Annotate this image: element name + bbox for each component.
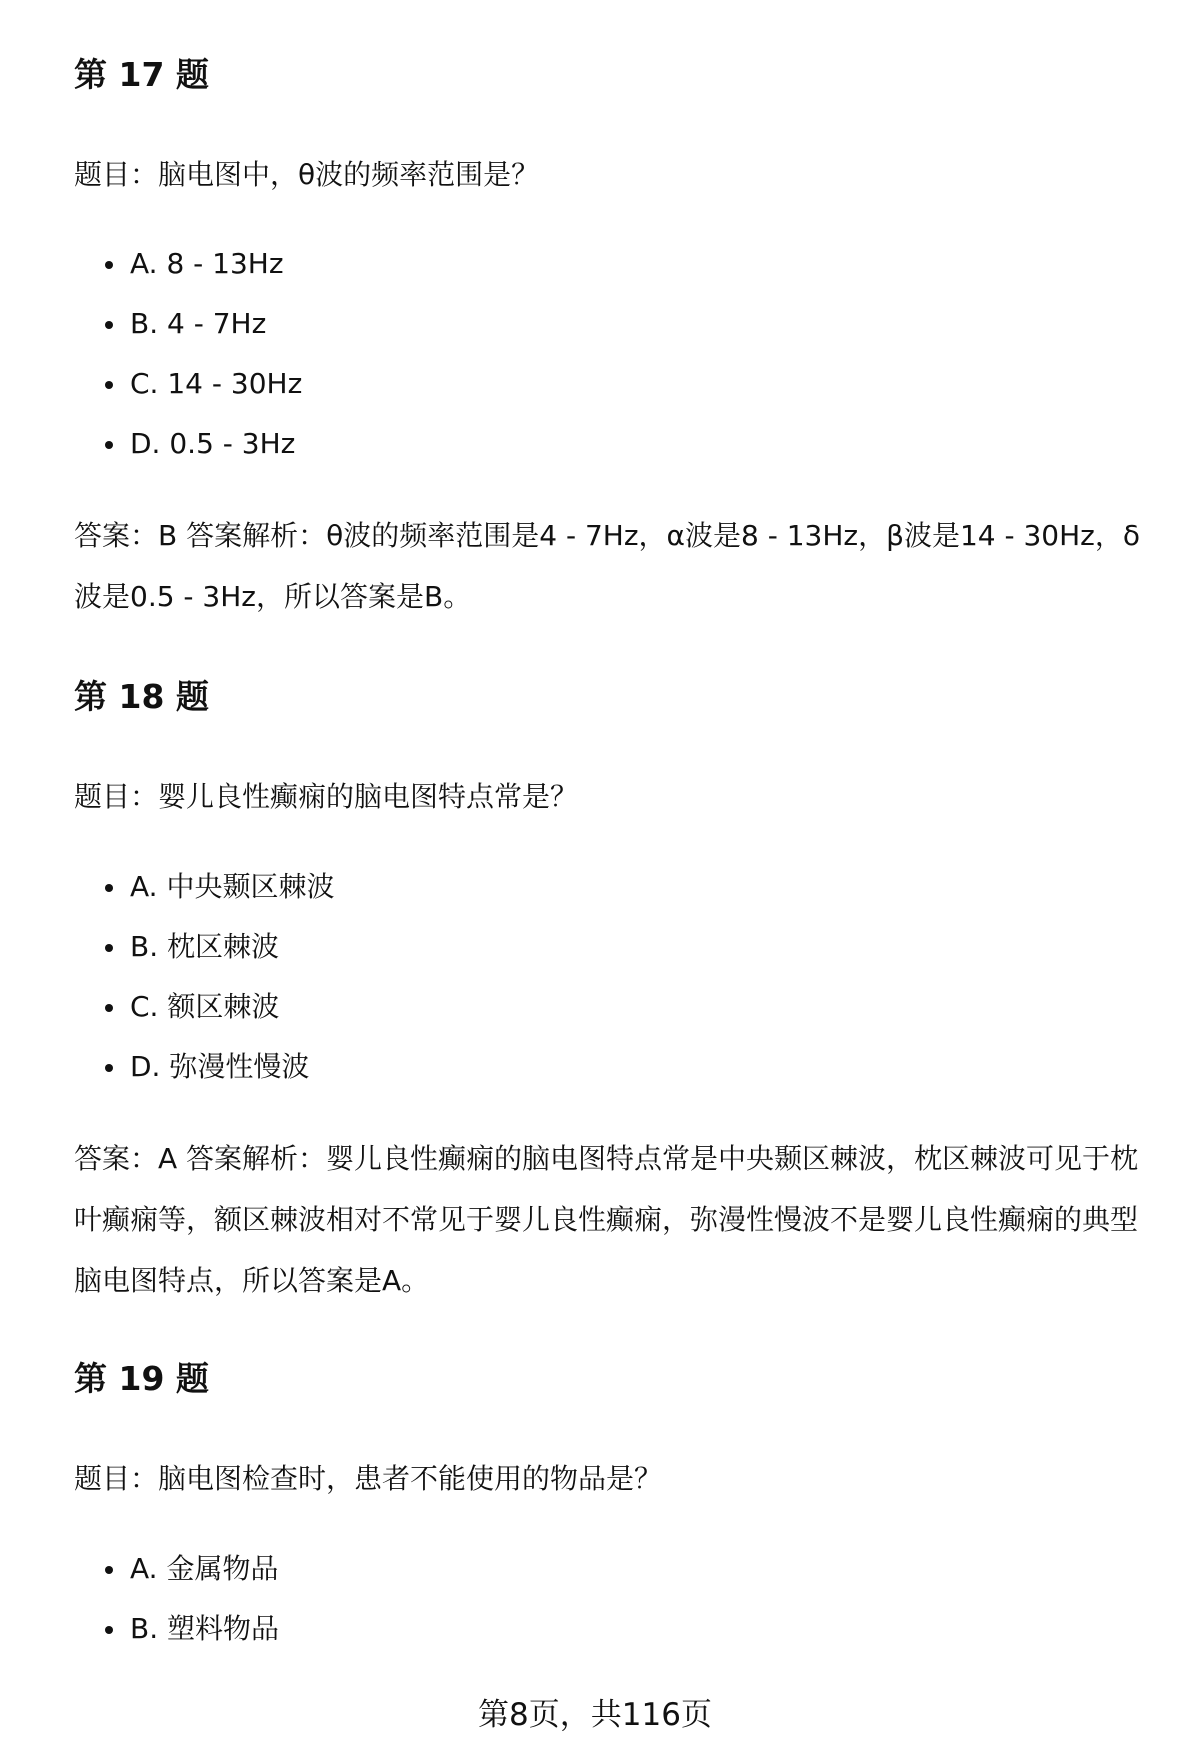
question-heading: 第 18 题: [74, 677, 209, 716]
question-prompt: 题目：婴儿良性癫痫的脑电图特点常是？: [74, 780, 579, 813]
question-prompt: 题目：脑电图中，θ波的频率范围是？: [74, 158, 540, 191]
option-item: D. 弥漫性慢波: [74, 1037, 334, 1097]
option-item: A. 金属物品: [74, 1539, 279, 1599]
page-number-footer: 第8页，共116页: [478, 1697, 712, 1733]
option-list: [74, 1539, 279, 1659]
option-item: B. 4 - 7Hz: [74, 294, 302, 354]
option-list: [74, 857, 334, 1097]
question-heading: 第 19 题: [74, 1359, 209, 1398]
option-item: C. 14 - 30Hz: [74, 354, 302, 414]
answer-explanation: 答案：A 答案解析：婴儿良性癫痫的脑电图特点常是中央颞区棘波，枕区棘波可见于枕叶癫痫等，额区棘波相对不常见于婴儿良性癫痫，弥漫性慢波不是婴儿良性癫痫的典型脑电图特点，所以答案是A。: [74, 1142, 1139, 1297]
answer-explanation: 答案：B 答案解析：θ波的频率范围是4 - 7Hz，α波是8 - 13Hz，β波是14 - 30Hz，δ波是0.5 - 3Hz，所以答案是B。: [74, 519, 1140, 613]
option-list: [74, 234, 302, 474]
question-prompt: 题目：脑电图检查时，患者不能使用的物品是？: [74, 1462, 663, 1495]
option-item: B. 塑料物品: [74, 1599, 279, 1659]
option-item: A. 中央颞区棘波: [74, 857, 334, 917]
option-item: B. 枕区棘波: [74, 917, 334, 977]
option-item: D. 0.5 - 3Hz: [74, 414, 302, 474]
option-item: C. 额区棘波: [74, 977, 334, 1037]
question-heading: 第 17 题: [74, 55, 209, 94]
option-item: A. 8 - 13Hz: [74, 234, 302, 294]
